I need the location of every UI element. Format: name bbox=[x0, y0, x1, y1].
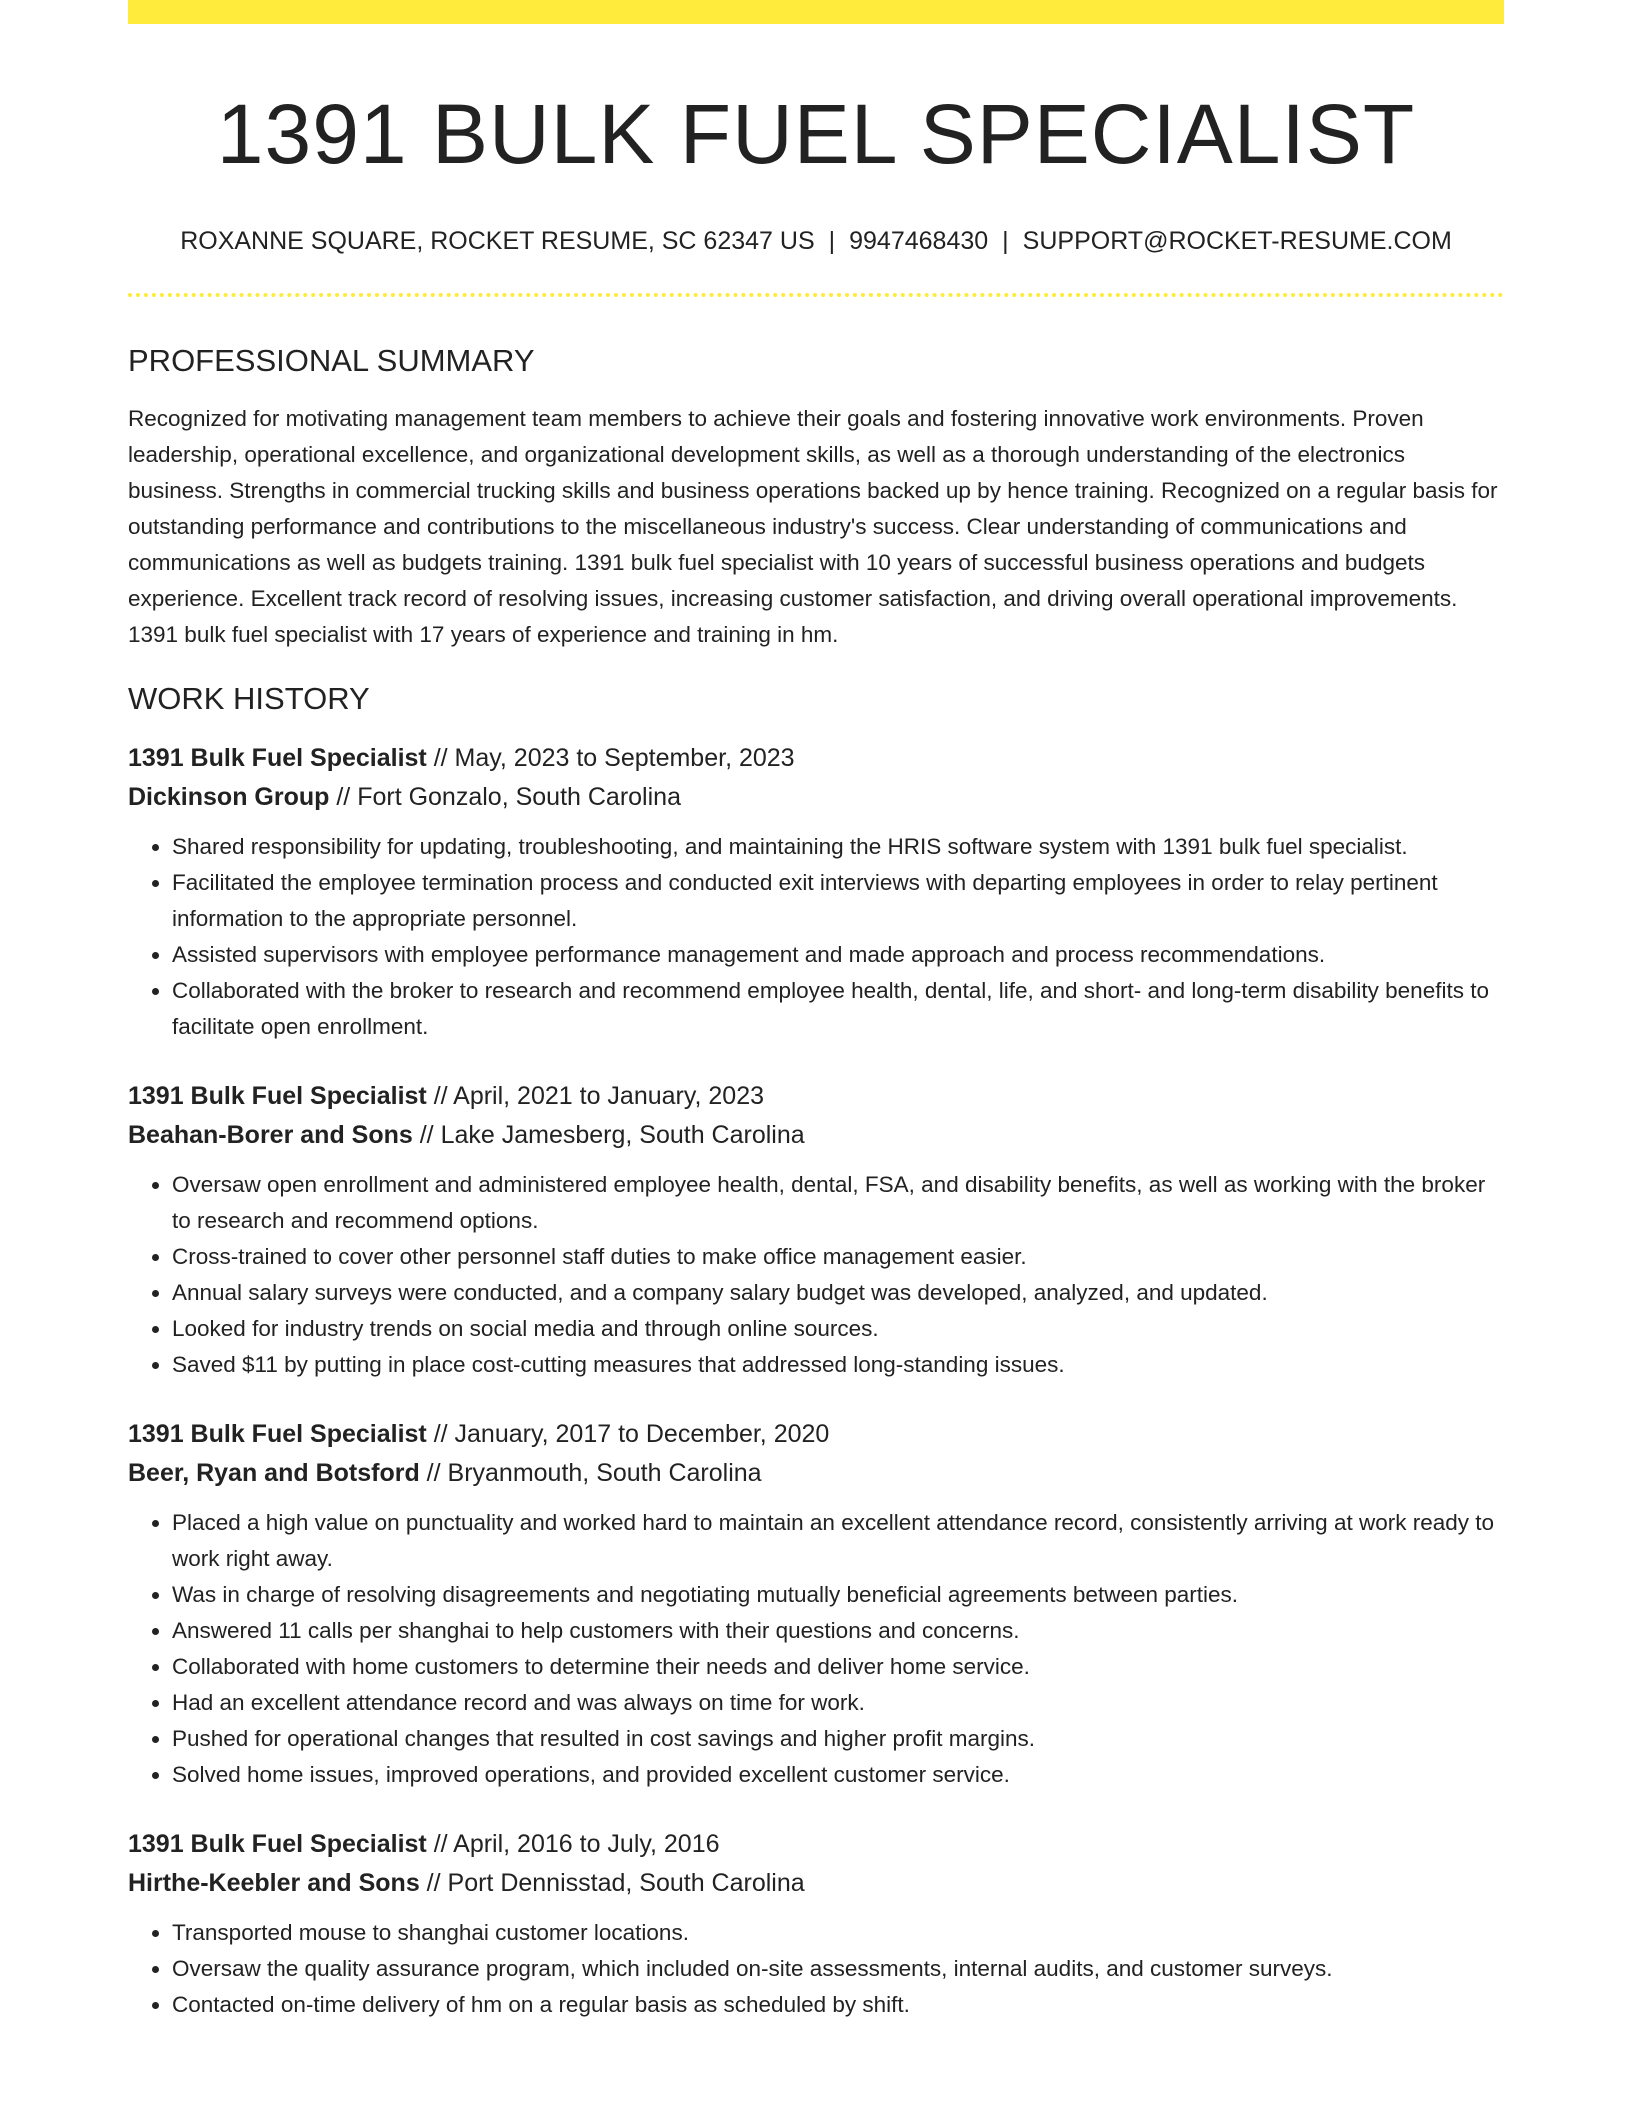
accent-bar bbox=[128, 0, 1504, 24]
job-location: // Lake Jamesberg, South Carolina bbox=[412, 1120, 805, 1149]
job-bullets bbox=[128, 1167, 1504, 1383]
job-company-line bbox=[128, 778, 1504, 817]
job-location: // Port Dennisstad, South Carolina bbox=[419, 1868, 805, 1897]
job-role: 1391 Bulk Fuel Specialist bbox=[128, 743, 427, 772]
contact-separator: | bbox=[828, 226, 836, 255]
job-entry bbox=[128, 1415, 1504, 1793]
job-dates: // April, 2016 to July, 2016 bbox=[426, 1829, 720, 1858]
bullet-item: • Facilitated the employee termination process and conducted exit interviews with departing employees in order to relay pertinent information to the appropriate personnel. bbox=[172, 865, 1504, 937]
job-company: Dickinson Group bbox=[128, 782, 330, 811]
job-bullets bbox=[128, 1505, 1504, 1793]
bullet-item: • Answered 11 calls per shanghai to help customers with their questions and concerns. bbox=[172, 1613, 1504, 1649]
bullet-item: • Oversaw open enrollment and administered employee health, dental, FSA, and disability benefits, as well as working with the broker to research and recommend options. bbox=[172, 1167, 1504, 1239]
email: SUPPORT@ROCKET-RESUME.COM bbox=[1022, 226, 1452, 255]
job-title-line bbox=[128, 1825, 1504, 1864]
job-role: 1391 Bulk Fuel Specialist bbox=[128, 1829, 427, 1858]
bullet-item: • Shared responsibility for updating, troubleshooting, and maintaining the HRIS software system with 1391 bulk fuel specialist. bbox=[172, 829, 1504, 865]
address: ROXANNE SQUARE, ROCKET RESUME, SC 62347 US bbox=[180, 226, 815, 255]
job-bullets bbox=[128, 1915, 1504, 2023]
job-dates: // April, 2021 to January, 2023 bbox=[426, 1081, 765, 1110]
job-title-line bbox=[128, 739, 1504, 778]
section-title-summary: PROFESSIONAL SUMMARY bbox=[128, 342, 535, 378]
bullet-item: • Placed a high value on punctuality and worked hard to maintain an excellent attendance record, consistently arriving at work ready to work right away. bbox=[172, 1505, 1504, 1577]
job-company-line bbox=[128, 1116, 1504, 1155]
bullet-item: • Contacted on-time delivery of hm on a regular basis as scheduled by shift. bbox=[172, 1987, 1504, 2023]
bullet-item: • Collaborated with home customers to determine their needs and deliver home service. bbox=[172, 1649, 1504, 1685]
bullet-item: • Collaborated with the broker to research and recommend employee health, dental, life, and short- and long-term disability benefits to facilitate open enrollment. bbox=[172, 973, 1504, 1045]
job-role: 1391 Bulk Fuel Specialist bbox=[128, 1419, 427, 1448]
job-dates: // May, 2023 to September, 2023 bbox=[426, 743, 795, 772]
bullet-item: • Transported mouse to shanghai customer locations. bbox=[172, 1915, 1504, 1951]
job-company-line bbox=[128, 1454, 1504, 1493]
job-location: // Fort Gonzalo, South Carolina bbox=[329, 782, 681, 811]
job-entry bbox=[128, 739, 1504, 1045]
bullet-item: • Looked for industry trends on social media and through online sources. bbox=[172, 1311, 1504, 1347]
dotted-divider bbox=[128, 293, 1504, 297]
job-dates: // January, 2017 to December, 2020 bbox=[426, 1419, 830, 1448]
section-title-work-history: WORK HISTORY bbox=[128, 680, 370, 716]
job-company: Beer, Ryan and Botsford bbox=[128, 1458, 420, 1487]
bullet-item: • Saved $11 by putting in place cost-cutting measures that addressed long-standing issues. bbox=[172, 1347, 1504, 1383]
bullet-item: • Oversaw the quality assurance program, which included on-site assessments, internal audits, and customer surveys. bbox=[172, 1951, 1504, 1987]
bullet-item: • Had an excellent attendance record and was always on time for work. bbox=[172, 1685, 1504, 1721]
job-title-line bbox=[128, 1415, 1504, 1454]
job-company: Beahan-Borer and Sons bbox=[128, 1120, 413, 1149]
phone: 9947468430 bbox=[849, 226, 989, 255]
bullet-item: • Solved home issues, improved operations, and provided excellent customer service. bbox=[172, 1757, 1504, 1793]
resume-page bbox=[128, 0, 1504, 2023]
bullet-item: • Annual salary surveys were conducted, and a company salary budget was developed, analyzed, and updated. bbox=[172, 1275, 1504, 1311]
work-history-list bbox=[128, 739, 1504, 2023]
job-location: // Bryanmouth, South Carolina bbox=[419, 1458, 762, 1487]
contact-line bbox=[128, 227, 1504, 256]
job-bullets bbox=[128, 829, 1504, 1045]
resume-title: 1391 BULK FUEL SPECIALIST bbox=[216, 87, 1416, 181]
job-role: 1391 Bulk Fuel Specialist bbox=[128, 1081, 427, 1110]
job-company: Hirthe-Keebler and Sons bbox=[128, 1868, 420, 1897]
bullet-item: • Assisted supervisors with employee performance management and made approach and process recommendations. bbox=[172, 937, 1504, 973]
summary-text: Recognized for motivating management team members to achieve their goals and fostering innovative work environments. Proven leadership, operational excellence, and organizational development skills, as well as a thorough understanding of the electronics business. Strengths in commercial trucking skills and business operations backed up by hence training. Recognized on a regular basis for outstanding performance and contributions to the miscellaneous industry's success. Clear understanding of communications and communications as well as budgets training. 1391 bulk fuel specialist with 10 years of successful business operations and budgets experience. Excellent track record of resolving issues, increasing customer satisfaction, and driving overall operational improvements. 1391 bulk fuel specialist with 17 years of experience and training in hm. bbox=[128, 405, 1498, 647]
bullet-item: • Cross-trained to cover other personnel staff duties to make office management easier. bbox=[172, 1239, 1504, 1275]
bullet-item: • Was in charge of resolving disagreements and negotiating mutually beneficial agreements between parties. bbox=[172, 1577, 1504, 1613]
bullet-item: • Pushed for operational changes that resulted in cost savings and higher profit margins. bbox=[172, 1721, 1504, 1757]
job-company-line bbox=[128, 1864, 1504, 1903]
job-entry bbox=[128, 1825, 1504, 2023]
job-entry bbox=[128, 1077, 1504, 1383]
job-title-line bbox=[128, 1077, 1504, 1116]
contact-separator: | bbox=[1002, 226, 1009, 255]
